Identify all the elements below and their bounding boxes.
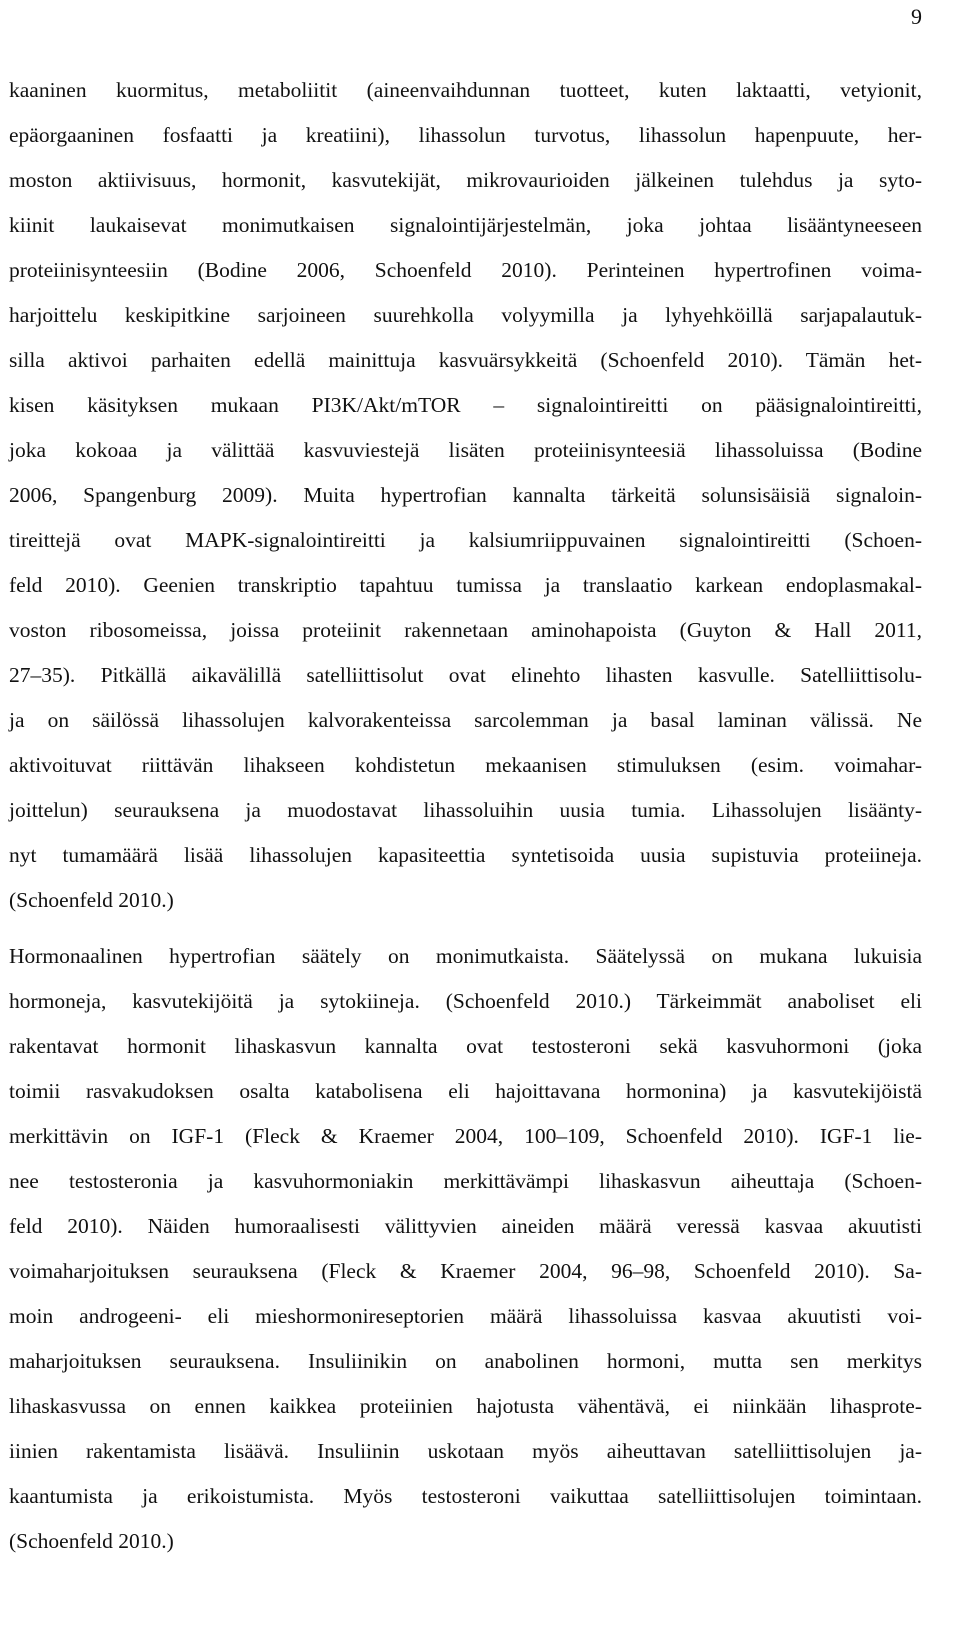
text-line: feld 2010). Geenien transkriptio tapahtuu tumissa ja translaatio karkean endoplasmakal- [9,573,922,597]
text-line: epäorgaaninen fosfaatti ja kreatiini), lihassolun turvotus, lihassolun hapenpuute, her- [9,123,922,147]
text-line: silla aktivoi parhaiten edellä mainittuja kasvuärsykkeitä (Schoenfeld 2010). Tämän het- [9,348,922,372]
text-line: 27–35). Pitkällä aikavälillä satelliittisolut ovat elinehto lihasten kasvulle. Satelliittisolu- [9,663,922,687]
text-line: hormoneja, kasvutekijöitä ja sytokiineja. (Schoenfeld 2010.) Tärkeimmät anaboliset eli [9,989,922,1013]
page-number: 9 [911,4,922,29]
text-line: maharjoituksen seurauksena. Insuliinikin on anabolinen hormoni, mutta sen merkitys [9,1349,922,1373]
text-line: kiinit laukaisevat monimutkaisen signalointijärjestelmän, joka johtaa lisääntyneeseen [9,213,922,237]
text-line: nee testosteronia ja kasvuhormoniakin merkittävämpi lihaskasvun aiheuttaja (Schoen- [9,1169,922,1193]
text-line: joittelun) seurauksena ja muodostavat lihassoluihin uusia tumia. Lihassolujen lisäänty- [9,798,922,822]
text-line: ja on säilössä lihassolujen kalvorakenteissa sarcolemman ja basal laminan välissä. Ne [9,708,922,732]
text-line: toimii rasvakudoksen osalta katabolisena eli hajoittavana hormonina) ja kasvutekijöistä [9,1079,922,1103]
body-paragraph-2 [9,934,922,1564]
text-line: (Schoenfeld 2010.) [9,1529,174,1553]
text-line: nyt tumamäärä lisää lihassolujen kapasiteettia syntetisoida uusia supistuvia proteiineja. [9,843,922,867]
text-line: voston ribosomeissa, joissa proteiinit rakennetaan aminohapoista (Guyton & Hall 2011, [9,618,922,642]
text-line: kaantumista ja erikoistumista. Myös testosteroni vaikuttaa satelliittisolujen toimintaan. [9,1484,922,1508]
text-line: kaaninen kuormitus, metaboliitit (aineenvaihdunnan tuotteet, kuten laktaatti, vetyionit, [9,78,922,102]
text-line: voimaharjoituksen seurauksena (Fleck & Kraemer 2004, 96–98, Schoenfeld 2010). Sa- [9,1259,922,1283]
body-paragraph-1 [9,68,922,923]
text-line: feld 2010). Näiden humoraalisesti välittyvien aineiden määrä veressä kasvaa akuutisti [9,1214,922,1238]
text-line: rakentavat hormonit lihaskasvun kannalta ovat testosteroni sekä kasvuhormoni (joka [9,1034,922,1058]
text-line: harjoittelu keskipitkine sarjoineen suurehkolla volyymilla ja lyhyehköillä sarjapalautuk- [9,303,922,327]
text-line: kisen käsityksen mukaan PI3K/Akt/mTOR – signalointireitti on pääsignalointireitti, [9,393,922,417]
text-line: 2006, Spangenburg 2009). Muita hypertrofian kannalta tärkeitä solunsisäisiä signaloin- [9,483,922,507]
text-line: iinien rakentamista lisäävä. Insuliinin uskotaan myös aiheuttavan satelliittisolujen ja- [9,1439,922,1463]
text-line: aktivoituvat riittävän lihakseen kohdistetun mekaanisen stimuluksen (esim. voimahar- [9,753,922,777]
text-line: merkittävin on IGF-1 (Fleck & Kraemer 2004, 100–109, Schoenfeld 2010). IGF-1 lie- [9,1124,922,1148]
text-line: (Schoenfeld 2010.) [9,888,174,912]
text-line: moin androgeeni- eli mieshormonireseptorien määrä lihassoluissa kasvaa akuutisti voi- [9,1304,922,1328]
text-line: lihaskasvussa on ennen kaikkea proteiinien hajotusta vähentävä, ei niinkään lihasprote- [9,1394,922,1418]
text-line: joka kokoaa ja välittää kasvuviestejä lisäten proteiinisynteesiä lihassoluissa (Bodine [9,438,922,462]
text-line: Hormonaalinen hypertrofian säätely on monimutkaista. Säätelyssä on mukana lukuisia [9,944,922,968]
text-line: proteiinisynteesiin (Bodine 2006, Schoenfeld 2010). Perinteinen hypertrofinen voima- [9,258,922,282]
text-line: tireittejä ovat MAPK-signalointireitti ja kalsiumriippuvainen signalointireitti (Schoen- [9,528,922,552]
text-line: moston aktiivisuus, hormonit, kasvutekijät, mikrovaurioiden jälkeinen tulehdus ja syto- [9,168,922,192]
